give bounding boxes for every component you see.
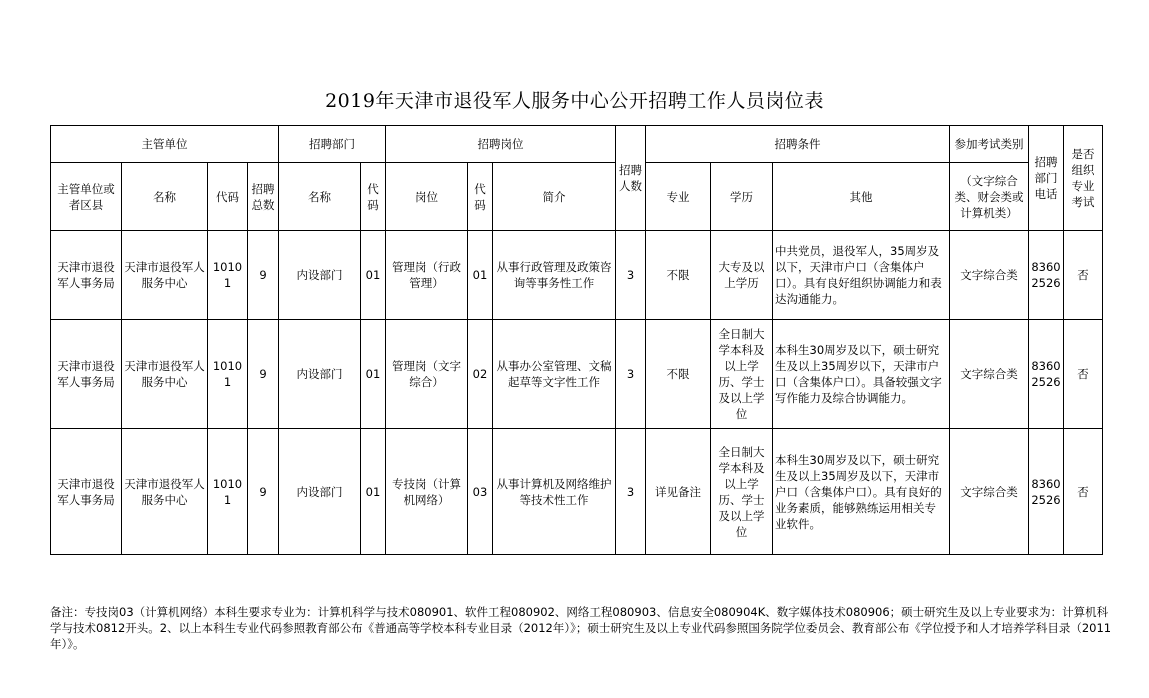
cell-phone: 83602526 [1029, 320, 1064, 429]
cell-org-exam: 否 [1064, 429, 1103, 555]
header-exam-group: 参加考试类别 [950, 126, 1029, 163]
cell-post: 管理岗（文字综合） [386, 320, 468, 429]
table-row [51, 320, 1103, 429]
header-exam-types: （文字综合类、财会类或计算机类） [950, 163, 1029, 231]
table-header-row [51, 126, 1103, 163]
header-unit-code: 代码 [208, 163, 248, 231]
cell-dept: 内设部门 [279, 231, 361, 320]
cell-dept-code: 01 [361, 429, 386, 555]
header-education: 学历 [711, 163, 773, 231]
header-unit-group: 主管单位 [51, 126, 279, 163]
cell-other: 本科生30周岁及以下，硕士研究生及以上35周岁及以下，天津市户口（含集体户口）。具有良好的业务素质，能够熟练运用相关专业软件。 [773, 429, 950, 555]
cell-education: 全日制大学本科及以上学历、学士及以上学位 [711, 320, 773, 429]
cell-education: 全日制大学本科及以上学历、学士及以上学位 [711, 429, 773, 555]
job-table [50, 125, 1103, 555]
cell-code: 10101 [208, 429, 248, 555]
cell-education: 大专及以上学历 [711, 231, 773, 320]
cell-unit: 天津市退役军人事务局 [51, 320, 122, 429]
header-unit-county: 主管单位或者区县 [51, 163, 122, 231]
cell-unit: 天津市退役军人事务局 [51, 231, 122, 320]
header-unit-name: 名称 [122, 163, 208, 231]
cell-code: 10101 [208, 231, 248, 320]
header-total: 招聘总数 [248, 163, 279, 231]
cell-unit: 天津市退役军人事务局 [51, 429, 122, 555]
header-conditions-group: 招聘条件 [646, 126, 950, 163]
cell-major: 不限 [646, 231, 711, 320]
cell-major: 详见备注 [646, 429, 711, 555]
table-row [51, 429, 1103, 555]
cell-phone: 83602526 [1029, 429, 1064, 555]
cell-org-exam: 否 [1064, 320, 1103, 429]
cell-phone: 83602526 [1029, 231, 1064, 320]
cell-exam: 文字综合类 [950, 320, 1029, 429]
cell-name: 天津市退役军人服务中心 [122, 231, 208, 320]
cell-count: 3 [616, 429, 646, 555]
cell-name: 天津市退役军人服务中心 [122, 429, 208, 555]
footnote: 备注：专技岗03（计算机网络）本科生要求专业为：计算机科学与技术080901、软件工程080902、网络工程080903、信息安全080904K、数字媒体技术080906；硕士研究生及以上专业要求为：计算机科学与技术0812开头。2、以上本科生专业代码参照教育部公布《普通高等学校本科专业目录（2012年）》；硕士研究生及以上专业代码参照国务院学位委员会、教育部公布《学位授予和人才培养学科目录（2011年）》。 [50, 605, 1112, 651]
cell-post: 管理岗（行政管理） [386, 231, 468, 320]
cell-exam: 文字综合类 [950, 429, 1029, 555]
cell-post: 专技岗（计算机网络） [386, 429, 468, 555]
cell-post-code: 02 [468, 320, 493, 429]
cell-code: 10101 [208, 320, 248, 429]
cell-post-code: 01 [468, 231, 493, 320]
cell-name: 天津市退役军人服务中心 [122, 320, 208, 429]
header-dept-group: 招聘部门 [279, 126, 386, 163]
header-intro: 简介 [493, 163, 616, 231]
cell-total: 9 [248, 320, 279, 429]
cell-org-exam: 否 [1064, 231, 1103, 320]
cell-major: 不限 [646, 320, 711, 429]
cell-dept-code: 01 [361, 231, 386, 320]
cell-dept-code: 01 [361, 320, 386, 429]
header-phone: 招聘部门电话 [1029, 126, 1064, 231]
header-post-code: 代码 [468, 163, 493, 231]
table-subheader-row [51, 163, 1103, 231]
cell-intro: 从事办公室管理、文稿起草等文字性工作 [493, 320, 616, 429]
cell-total: 9 [248, 429, 279, 555]
cell-exam: 文字综合类 [950, 231, 1029, 320]
cell-total: 9 [248, 231, 279, 320]
header-other: 其他 [773, 163, 950, 231]
cell-dept: 内设部门 [279, 429, 361, 555]
header-dept-code: 代码 [361, 163, 386, 231]
cell-post-code: 03 [468, 429, 493, 555]
cell-intro: 从事行政管理及政策咨询等事务性工作 [493, 231, 616, 320]
header-dept-name: 名称 [279, 163, 361, 231]
cell-intro: 从事计算机及网络维护等技术性工作 [493, 429, 616, 555]
table-row [51, 231, 1103, 320]
header-count: 招聘人数 [616, 126, 646, 231]
header-post: 岗位 [386, 163, 468, 231]
cell-count: 3 [616, 231, 646, 320]
cell-dept: 内设部门 [279, 320, 361, 429]
cell-other: 中共党员，退役军人，35周岁及以下，天津市户口（含集体户口）。具有良好组织协调能力和表达沟通能力。 [773, 231, 950, 320]
page-title: 2019年天津市退役军人服务中心公开招聘工作人员岗位表 [325, 90, 824, 112]
header-org-exam: 是否组织专业考试 [1064, 126, 1103, 231]
header-major: 专业 [646, 163, 711, 231]
header-post-group: 招聘岗位 [386, 126, 616, 163]
cell-other: 本科生30周岁及以下，硕士研究生及以上35周岁以下，天津市户口（含集体户口）。具备较强文字写作能力及综合协调能力。 [773, 320, 950, 429]
cell-count: 3 [616, 320, 646, 429]
